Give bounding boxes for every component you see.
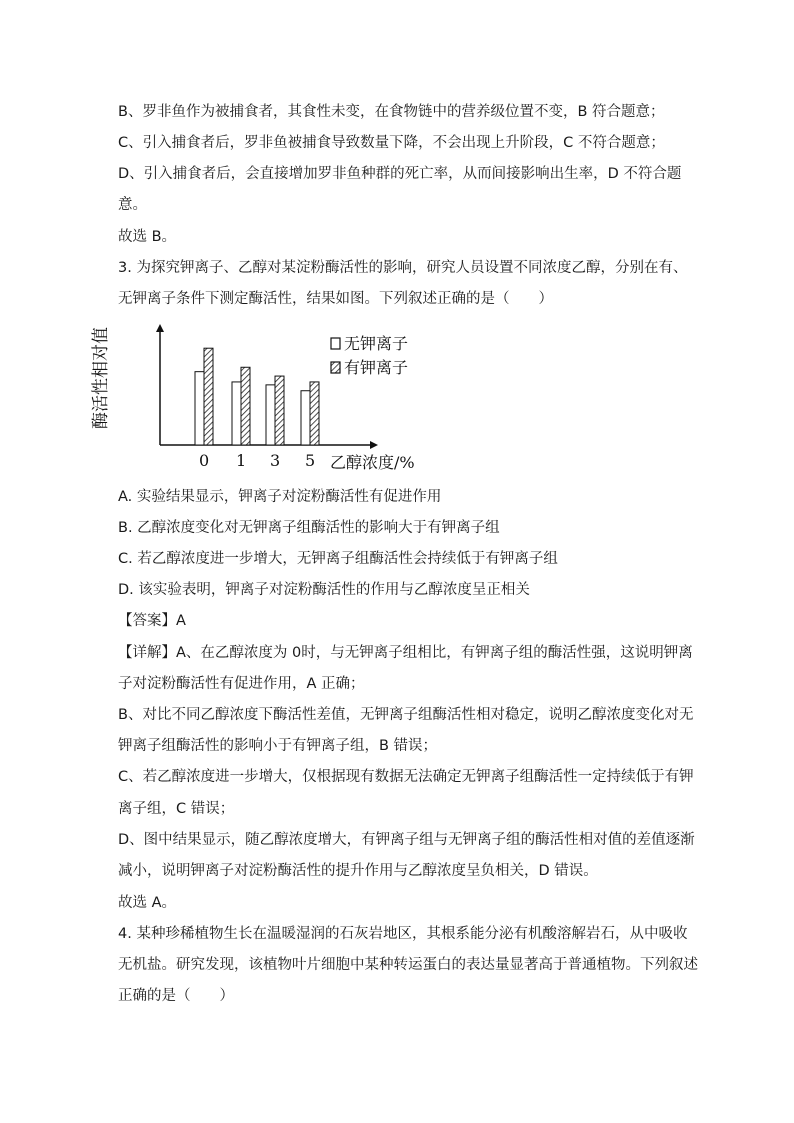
explanation: D、图中结果显示，随乙醇浓度增大，有钾离子组与无钾离子组的酶活性相对值的差值逐渐 — [118, 832, 695, 848]
chart-legend — [331, 334, 408, 377]
explanation: 子对淀粉酶活性有促进作用，A 正确； — [118, 676, 365, 692]
explanation: 钾离子组酶活性的影响小于有钾离子组，B 错误； — [118, 738, 438, 754]
bar-with-potassium-0 — [204, 348, 213, 445]
question-4-stem: 4. 某种珍稀植物生长在温暖湿润的石灰岩地区，其根系能分泌有机酸溶解岩石，从中吸收 — [118, 926, 688, 942]
question-4-stem: 无机盐。研究发现，该植物叶片细胞中某种转运蛋白的表达量显著高于普通植物。下列叙述 — [118, 957, 698, 973]
enzyme-activity-chart — [91, 318, 428, 478]
option-b: B. 乙醇浓度变化对无钾离子组酶活性的影响大于有钾离子组 — [118, 520, 500, 536]
explanation: C、若乙醇浓度进一步增大，仅根据现有数据无法确定无钾离子组酶活性一定持续低于有钾 — [118, 769, 694, 785]
bar-with-potassium-1 — [241, 367, 250, 445]
legend-label: 无钾离子 — [344, 334, 409, 353]
text-line: D、引入捕食者后，会直接增加罗非鱼种群的死亡率，从而间接影响出生率，D 不符合题 — [118, 166, 682, 182]
text-line: C、引入捕食者后，罗非鱼被捕食导致数量下降，不会出现上升阶段，C 不符合题意； — [118, 135, 665, 151]
y-axis-label: 酶活性相对值 — [91, 327, 111, 429]
x-axis-label: 乙醇浓度/% — [330, 453, 415, 472]
text-line: 意。 — [118, 197, 147, 213]
x-axis-arrow — [370, 441, 378, 449]
x-tick-labels — [199, 451, 315, 470]
question-4-stem: 正确的是（ ） — [118, 988, 234, 1004]
answer: 【答案】A — [118, 613, 186, 629]
bar-no-potassium-3 — [266, 385, 275, 445]
option-a: A. 实验结果显示，钾离子对淀粉酶活性有促进作用 — [118, 489, 442, 505]
bar-with-potassium-3 — [275, 376, 284, 445]
legend-swatch — [331, 362, 340, 373]
bar-with-potassium-5 — [310, 382, 319, 445]
question-3-stem: 3. 为探究钾离子、乙醇对某淀粉酶活性的影响，研究人员设置不同浓度乙醇，分别在有、 — [118, 260, 688, 276]
x-tick-label: 0 — [199, 451, 210, 470]
explanation: 减小，说明钾离子对淀粉酶活性的提升作用与乙醇浓度呈负相关，D 错误。 — [118, 863, 598, 879]
x-tick-label: 5 — [305, 451, 316, 470]
option-c: C. 若乙醇浓度进一步增大，无钾离子组酶活性会持续低于有钾离子组 — [118, 551, 558, 567]
x-tick-label: 3 — [270, 451, 281, 470]
legend-label: 有钾离子 — [344, 358, 409, 377]
bar-no-potassium-5 — [301, 391, 310, 445]
legend-swatch — [331, 338, 340, 349]
bar-no-potassium-0 — [195, 372, 204, 445]
text-line: 故选 B。 — [118, 229, 177, 245]
bar-group — [195, 348, 319, 445]
explanation: 【详解】A、在乙醇浓度为 0时，与无钾离子组相比，有钾离子组的酶活性强，这说明钾离 — [118, 645, 693, 661]
question-3-stem: 无钾离子条件下测定酶活性，结果如图。下列叙述正确的是（ ） — [118, 291, 553, 307]
bar-no-potassium-1 — [232, 382, 241, 445]
text-line: B、罗非鱼作为被捕食者，其食性未变，在食物链中的营养级位置不变，B 符合题意； — [118, 104, 665, 120]
y-axis-arrow — [156, 324, 164, 332]
option-d: D. 该实验表明，钾离子对淀粉酶活性的作用与乙醇浓度呈正相关 — [118, 582, 530, 598]
x-tick-label: 1 — [236, 451, 247, 470]
explanation: B、对比不同乙醇浓度下酶活性差值，无钾离子组酶活性相对稳定，说明乙醇浓度变化对无 — [118, 707, 694, 723]
explanation: 离子组，C 错误； — [118, 801, 235, 817]
text-line: 故选 A。 — [118, 895, 177, 911]
